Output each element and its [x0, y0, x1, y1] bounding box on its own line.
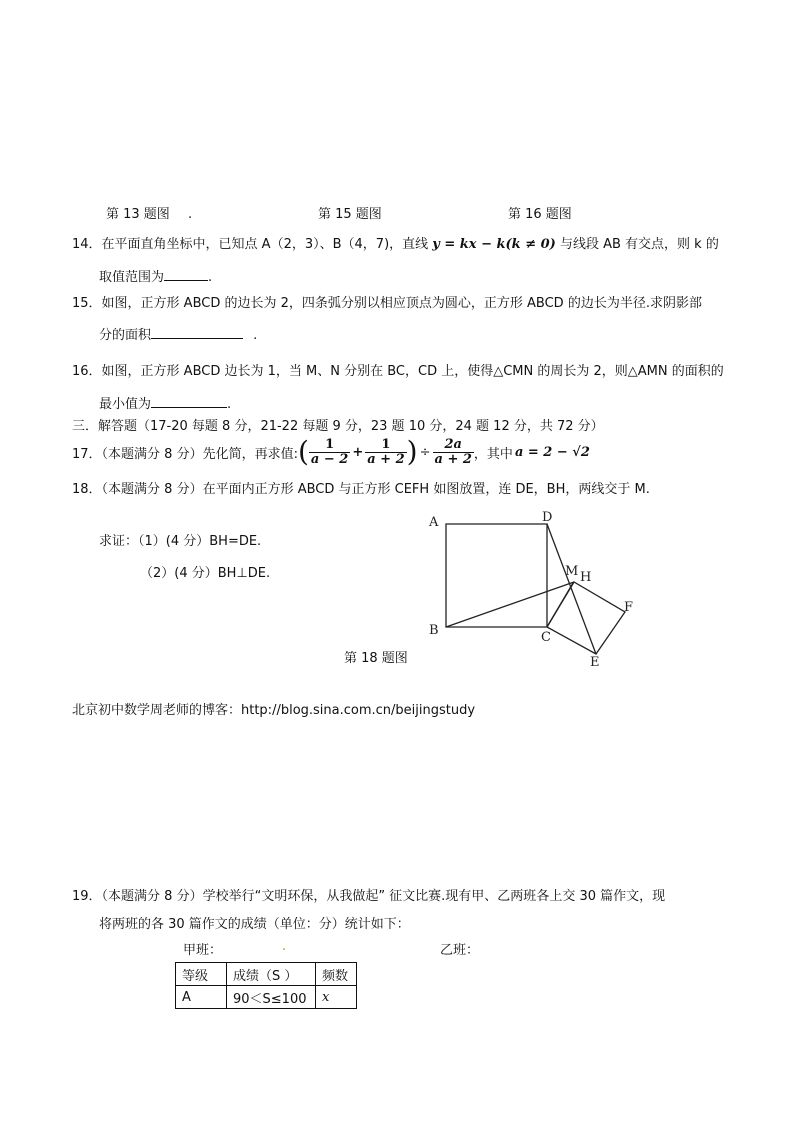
- label-f: F: [624, 600, 634, 615]
- q17-where: ，其中: [473, 446, 513, 462]
- proof-part-1: 求证：（1）(4 分）BH=DE.: [99, 534, 262, 549]
- fig15-caption: 第 15 题图: [318, 207, 382, 222]
- question-15-line1: 15．如图，正方形 ABCD 的边长为 2，四条弧分别以相应顶点为圆心，正方形 ABCD 的边长为半径.求阴影部: [72, 296, 702, 311]
- fraction-2: [365, 438, 406, 467]
- blog-link-line[interactable]: 北京初中数学周老师的博客：http://blog.sina.com.cn/beijingstudy: [72, 703, 476, 718]
- table-cell: x: [316, 986, 357, 1009]
- plus-sign: +: [352, 444, 364, 460]
- q17-text: 17．（本题满分 8 分）先化简，再求值:: [72, 446, 298, 462]
- label-h: H: [580, 570, 592, 585]
- label-m: M: [565, 564, 579, 579]
- segment-bh: [446, 582, 574, 627]
- label-a: A: [429, 515, 439, 530]
- question-18-line1: 18．（本题满分 8 分）在平面内正方形 ABCD 与正方形 CEFH 如图放置，连 DE，BH，两线交于 M.: [72, 482, 650, 497]
- q15-area-label: 分的面积: [99, 328, 152, 343]
- q14-range-label: 取值范围为: [99, 270, 165, 285]
- square-abcd: [446, 524, 547, 627]
- question-14-line1: [72, 233, 719, 252]
- question-17: [72, 434, 590, 470]
- table-cell: A: [176, 986, 227, 1009]
- class-a-dot: .: [282, 939, 287, 954]
- fig16-caption: 第 16 题图: [508, 207, 572, 222]
- table-header-cell: 成绩（S ）: [227, 963, 316, 986]
- left-paren: (: [297, 435, 309, 468]
- proof-part-2: （2）(4 分）BH⊥DE.: [140, 566, 271, 581]
- q14-text: 14．在平面直角坐标中，已知点 A（2，3）、B（4，7)，直线: [72, 237, 429, 252]
- answer-blank[interactable]: [151, 395, 227, 408]
- frac2-den: a + 2: [367, 451, 405, 467]
- answer-blank[interactable]: [151, 326, 243, 339]
- table-cell: 90＜S≤100: [227, 986, 316, 1009]
- table-header-row: [176, 963, 357, 986]
- frac1-den: a − 2: [310, 451, 349, 467]
- q16-period: .: [227, 397, 232, 412]
- table-header-cell: 等级: [176, 963, 227, 986]
- q16-min-label: 最小值为: [99, 397, 152, 412]
- fraction-3: [433, 438, 474, 467]
- frac1-num: 1: [325, 436, 335, 452]
- table-header-cell: 频数: [316, 963, 357, 986]
- q14-text-post: 与线段 AB 有交点，则 k 的: [559, 237, 719, 252]
- square-cefh: [547, 582, 625, 654]
- q14-formula: y = kx − k(k ≠ 0): [432, 237, 556, 252]
- grade-table: [175, 962, 357, 1009]
- class-a-label: 甲班：: [183, 943, 223, 958]
- divide-sign: ÷: [419, 444, 431, 460]
- caption-dot: .: [187, 207, 193, 222]
- right-paren: ): [406, 435, 418, 468]
- question-16-line1: 16．如图，正方形 ABCD 边长为 1，当 M、N 分别在 BC，CD 上，使得△CMN 的周长为 2，则△AMN 的面积的: [72, 364, 724, 379]
- figure-18: [420, 505, 650, 675]
- frac3-num: 2a: [444, 436, 462, 452]
- fig13-caption: 第 13 题图 .: [106, 207, 193, 222]
- table-row: [176, 986, 357, 1009]
- label-c: C: [541, 630, 551, 645]
- frac3-den: a + 2: [434, 451, 472, 467]
- question-16-line2: [99, 393, 231, 412]
- class-b-label: 乙班：: [440, 943, 480, 958]
- q15-period: .: [253, 328, 258, 343]
- label-e: E: [590, 655, 600, 670]
- label-d: D: [542, 510, 553, 525]
- label-b: B: [429, 623, 439, 638]
- question-19-line2: 将两班的各 30 篇作文的成绩（单位：分）统计如下：: [99, 917, 410, 932]
- q17-value: a = 2 − √2: [514, 444, 590, 460]
- frac2-num: 1: [381, 436, 391, 452]
- section-3-heading: 三．解答题（17-20 每题 8 分，21-22 每题 9 分，23 题 10 分，24 题 12 分，共 72 分）: [72, 419, 604, 434]
- fig18-caption: 第 18 题图: [344, 651, 408, 666]
- fraction-1: [309, 438, 350, 467]
- question-15-line2: [99, 324, 257, 343]
- answer-blank[interactable]: [164, 268, 208, 281]
- question-14-line2: [99, 266, 212, 285]
- question-19-line1: 19．（本题满分 8 分）学校举行“文明环保，从我做起” 征文比赛.现有甲、乙两班各上交 30 篇作文，现: [72, 889, 666, 904]
- q14-period: .: [208, 270, 213, 285]
